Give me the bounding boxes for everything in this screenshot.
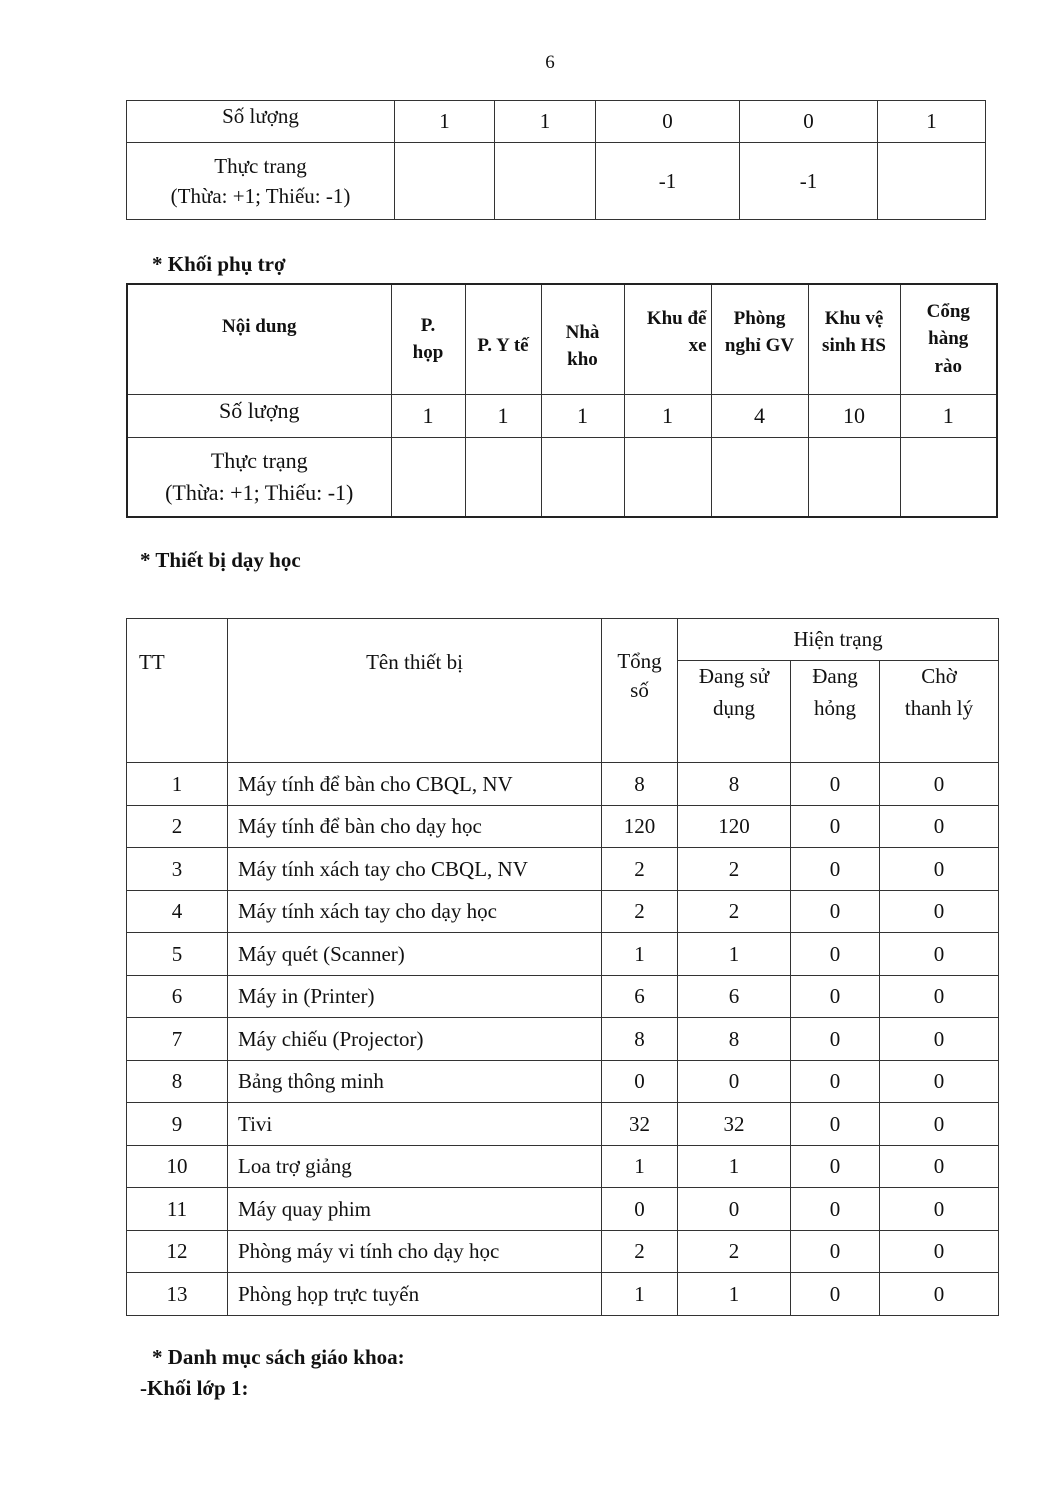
cell-in-use: 1 <box>678 1145 791 1188</box>
row-label: Thực trang (Thừa: +1; Thiếu: -1) <box>127 143 395 220</box>
column-header: Nhà kho <box>541 284 624 394</box>
cell-name: Tivi <box>228 1103 602 1146</box>
support-block-table <box>126 283 998 518</box>
cell-pending: 0 <box>880 1188 999 1231</box>
cell-name: Loa trợ giảng <box>228 1145 602 1188</box>
cell: 0 <box>596 101 740 143</box>
cell-pending: 0 <box>880 1145 999 1188</box>
cell-name: Máy tính để bàn cho CBQL, NV <box>228 763 602 806</box>
cell-total: 1 <box>602 1273 678 1316</box>
cell: 1 <box>878 101 986 143</box>
table-row <box>127 101 986 143</box>
cell: 1 <box>391 394 465 437</box>
cell-name: Máy tính xách tay cho dạy học <box>228 890 602 933</box>
table-row <box>127 1103 999 1146</box>
cell-total: 2 <box>602 890 678 933</box>
cell-in-use: 2 <box>678 890 791 933</box>
cell-in-use: 2 <box>678 1230 791 1273</box>
column-header-name: Tên thiết bị <box>228 619 602 763</box>
cell-pending: 0 <box>880 763 999 806</box>
cell-tt: 9 <box>127 1103 228 1146</box>
cell-total: 8 <box>602 1018 678 1061</box>
cell: 1 <box>395 101 495 143</box>
cell: 0 <box>740 101 878 143</box>
table-row <box>127 1145 999 1188</box>
cell-broken: 0 <box>791 1188 880 1231</box>
column-header-in-use: Đang sử dụng <box>678 661 791 763</box>
cell: 1 <box>900 394 997 437</box>
cell-tt: 8 <box>127 1060 228 1103</box>
cell-name: Bảng thông minh <box>228 1060 602 1103</box>
cell <box>541 437 624 517</box>
cell-tt: 10 <box>127 1145 228 1188</box>
cell-total: 6 <box>602 975 678 1018</box>
cell-broken: 0 <box>791 1018 880 1061</box>
cell-name: Phòng họp trực tuyến <box>228 1273 602 1316</box>
cell <box>395 143 495 220</box>
cell: 1 <box>465 394 541 437</box>
column-header: P. họp <box>391 284 465 394</box>
table-row <box>127 933 999 976</box>
cell-broken: 0 <box>791 1145 880 1188</box>
cell-in-use: 1 <box>678 933 791 976</box>
cell-pending: 0 <box>880 1230 999 1273</box>
row-label: Số lượng <box>127 101 395 143</box>
cell <box>465 437 541 517</box>
table-header-row <box>127 619 999 661</box>
cell-tt: 12 <box>127 1230 228 1273</box>
table-row <box>127 805 999 848</box>
table-row <box>127 143 986 220</box>
cell-tt: 4 <box>127 890 228 933</box>
cell-pending: 0 <box>880 1273 999 1316</box>
cell-name: Máy tính xách tay cho CBQL, NV <box>228 848 602 891</box>
cell-broken: 0 <box>791 848 880 891</box>
cell-pending: 0 <box>880 975 999 1018</box>
cell: -1 <box>596 143 740 220</box>
cell-tt: 13 <box>127 1273 228 1316</box>
cell-tt: 1 <box>127 763 228 806</box>
column-header: Cổng hàng rào <box>900 284 997 394</box>
cell <box>808 437 900 517</box>
cell-pending: 0 <box>880 890 999 933</box>
column-header-broken: Đang hỏng <box>791 661 880 763</box>
cell-total: 0 <box>602 1060 678 1103</box>
cell: 1 <box>624 394 711 437</box>
page-number: 6 <box>545 52 555 73</box>
cell-name: Máy in (Printer) <box>228 975 602 1018</box>
cell-pending: 0 <box>880 805 999 848</box>
table-header-row <box>127 284 997 394</box>
table-row <box>127 1060 999 1103</box>
cell-name: Máy quay phim <box>228 1188 602 1231</box>
cell-tt: 6 <box>127 975 228 1018</box>
cell: 1 <box>495 101 596 143</box>
cell-name: Máy chiếu (Projector) <box>228 1018 602 1061</box>
section-heading-support: * Khối phụ trợ <box>152 252 286 276</box>
cell-broken: 0 <box>791 805 880 848</box>
cell-in-use: 8 <box>678 763 791 806</box>
cell: 10 <box>808 394 900 437</box>
cell-broken: 0 <box>791 1273 880 1316</box>
cell-total: 1 <box>602 1145 678 1188</box>
table-row <box>127 437 997 517</box>
cell-broken: 0 <box>791 975 880 1018</box>
facility-table-continued <box>126 100 986 220</box>
table-row <box>127 1018 999 1061</box>
row-label: Thực trạng (Thừa: +1; Thiếu: -1) <box>127 437 391 517</box>
cell: 1 <box>541 394 624 437</box>
cell-in-use: 6 <box>678 975 791 1018</box>
table-row <box>127 890 999 933</box>
cell-total: 0 <box>602 1188 678 1231</box>
equipment-table <box>126 618 999 1316</box>
table-row <box>127 975 999 1018</box>
table-row <box>127 1188 999 1231</box>
cell-in-use: 1 <box>678 1273 791 1316</box>
table-row <box>127 1273 999 1316</box>
cell-broken: 0 <box>791 1060 880 1103</box>
cell-tt: 7 <box>127 1018 228 1061</box>
cell-broken: 0 <box>791 890 880 933</box>
cell-broken: 0 <box>791 1103 880 1146</box>
cell-pending: 0 <box>880 933 999 976</box>
cell-total: 2 <box>602 848 678 891</box>
column-header: Khu để xe <box>624 284 711 394</box>
cell-pending: 0 <box>880 1060 999 1103</box>
table-row <box>127 394 997 437</box>
cell-broken: 0 <box>791 763 880 806</box>
cell-in-use: 0 <box>678 1060 791 1103</box>
cell-tt: 11 <box>127 1188 228 1231</box>
cell-in-use: 120 <box>678 805 791 848</box>
cell-broken: 0 <box>791 1230 880 1273</box>
cell <box>495 143 596 220</box>
cell: 4 <box>711 394 808 437</box>
cell-tt: 3 <box>127 848 228 891</box>
column-header-total: Tổng số <box>602 619 678 763</box>
cell <box>711 437 808 517</box>
cell-name: Máy tính để bàn cho dạy học <box>228 805 602 848</box>
cell-in-use: 8 <box>678 1018 791 1061</box>
cell-pending: 0 <box>880 848 999 891</box>
cell <box>391 437 465 517</box>
column-header-pending: Chờ thanh lý <box>880 661 999 763</box>
cell: -1 <box>740 143 878 220</box>
cell-total: 120 <box>602 805 678 848</box>
cell-in-use: 32 <box>678 1103 791 1146</box>
cell-name: Phòng máy vi tính cho dạy học <box>228 1230 602 1273</box>
column-header-status: Hiện trạng <box>678 619 999 661</box>
cell <box>900 437 997 517</box>
cell-pending: 0 <box>880 1103 999 1146</box>
cell <box>878 143 986 220</box>
column-header: Nội dung <box>127 284 391 394</box>
cell <box>624 437 711 517</box>
section-heading-textbooks: * Danh mục sách giáo khoa: <box>152 1345 405 1369</box>
column-header: P. Y tế <box>465 284 541 394</box>
equipment-table-body <box>127 763 999 1316</box>
cell-pending: 0 <box>880 1018 999 1061</box>
cell-tt: 2 <box>127 805 228 848</box>
cell-total: 32 <box>602 1103 678 1146</box>
cell-in-use: 0 <box>678 1188 791 1231</box>
cell-in-use: 2 <box>678 848 791 891</box>
column-header: Phòng nghỉ GV <box>711 284 808 394</box>
row-label: Số lượng <box>127 394 391 437</box>
cell-tt: 5 <box>127 933 228 976</box>
section-heading-grade1: -Khối lớp 1: <box>140 1376 249 1400</box>
cell-total: 8 <box>602 763 678 806</box>
column-header-tt: TT <box>127 619 228 763</box>
table-row <box>127 1230 999 1273</box>
cell-broken: 0 <box>791 933 880 976</box>
cell-total: 1 <box>602 933 678 976</box>
table-row <box>127 848 999 891</box>
section-heading-equipment: * Thiết bị dạy học <box>140 548 301 572</box>
table-row <box>127 763 999 806</box>
cell-total: 2 <box>602 1230 678 1273</box>
cell-name: Máy quét (Scanner) <box>228 933 602 976</box>
column-header: Khu vệ sinh HS <box>808 284 900 394</box>
